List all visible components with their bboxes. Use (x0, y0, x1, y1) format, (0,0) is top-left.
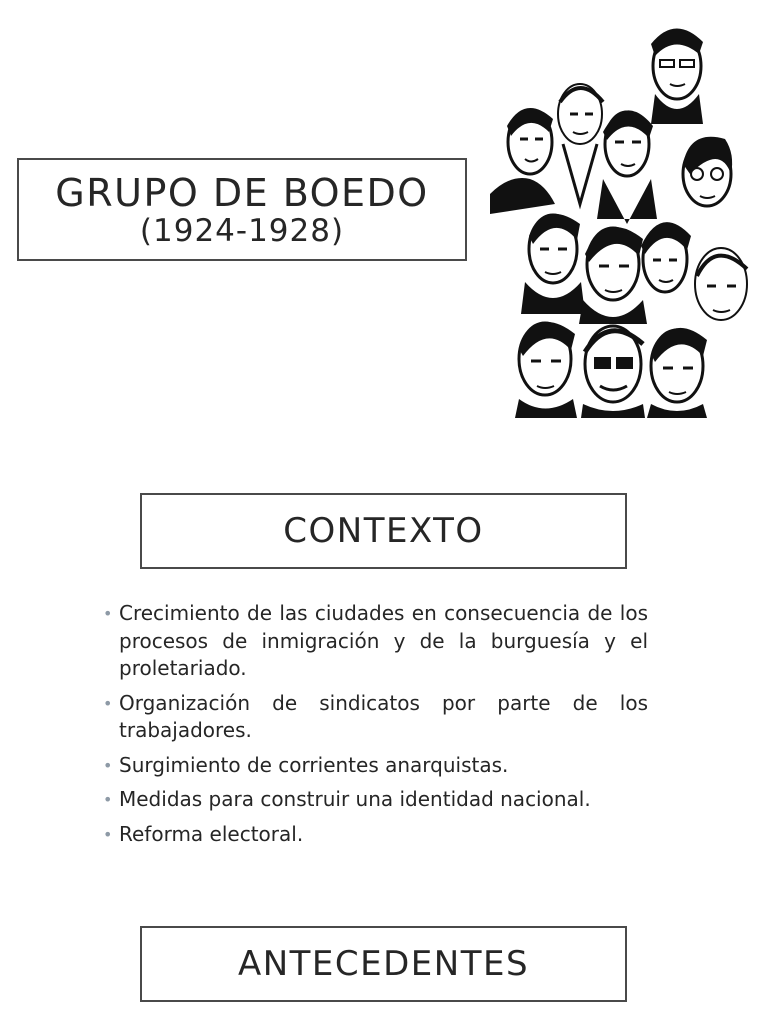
page-subtitle-years: (1924-1928) (139, 213, 345, 249)
writers-portrait-collage-icon (485, 14, 757, 418)
list-item: • Organización de sindicatos por parte de los trabajadores. (103, 690, 648, 742)
bullet-dot-icon: • (103, 604, 113, 623)
section-header-contexto: CONTEXTO (140, 493, 627, 569)
bullet-dot-icon: • (103, 693, 113, 713)
bullet-dot-icon: • (103, 824, 113, 844)
list-item: • Reforma electoral. (100, 821, 648, 849)
list-item: • Medidas para construir una identidad nacional. (100, 786, 648, 814)
title-box (17, 158, 467, 261)
list-item: • Surgimiento de corrientes anarquistas. (100, 752, 648, 780)
bullet-dot-icon: • (103, 755, 113, 775)
bullet-dot-icon: • (103, 790, 113, 809)
context-bullet-list (100, 600, 648, 855)
page-title: GRUPO DE BOEDO (55, 171, 429, 215)
list-item: • Crecimiento de las ciudades en consecuencia de los procesos de inmigración y de la burguesía y el proletariado. (103, 601, 648, 680)
section-header-antecedentes: ANTECEDENTES (140, 926, 627, 1002)
